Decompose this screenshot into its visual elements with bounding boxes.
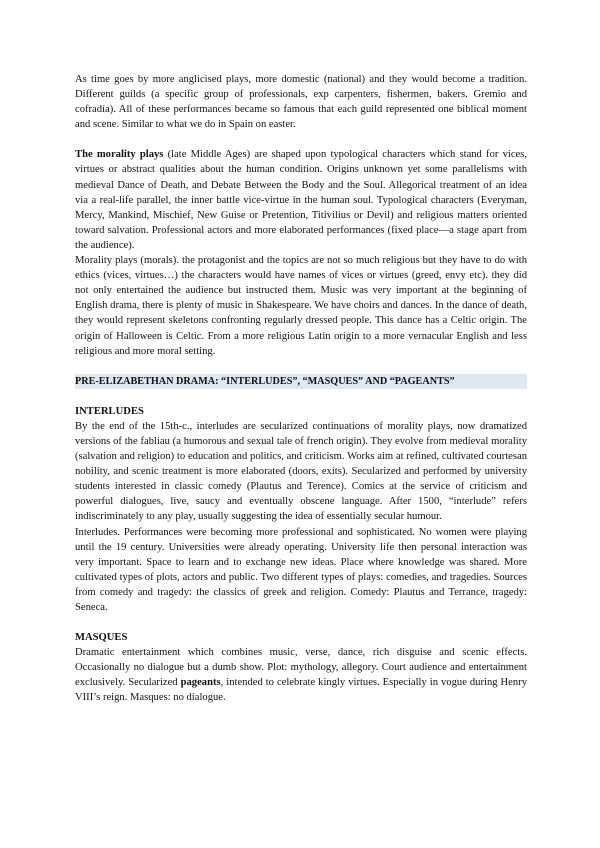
paragraph-guilds: As time goes by more anglicised plays, more domestic (national) and they would become a tradition. Different guilds (a specific group of professionals, exp carpenters, fishermen, bakers. Gremio and cofradía). All of these performances became so famous that each guild represented one biblical moment and scene. Similar to what we do in Spain on easter.	[75, 74, 527, 131]
morality-plays-definition: (late Middle Ages) are shaped upon typological characters which stand for vices, virtues or abstract qualities about the human condition. Origins unknown yet some parallelisms with medieval Dance of Death, and Debate Between the Body and the Soul. Allegorical treatment of an idea via a real-life parallel, the inner battle vice-virtue in the human soul. Typological characters (Everyman, Mercy, Mankind, Mischief, New Guise or Pretention, Titivilius or Devil) and religious matters oriented toward salvation. Professional actors and more elaborated performances (fixed place—a stage apart from the audience).	[75, 149, 528, 251]
masques-text-start: Dramatic entertainment which combines music, verse, dance, rich disguise and scenic effects. Occasionally no dialogue but a dumb show. Plot: mythology, allegory. Court audience and entertainment exclusively. Secularized	[75, 647, 527, 689]
paragraph-interludes: By the end of the 15th-c., interludes are secularized continuations of morality plays, now dramatized versions of the fabliau (a humorous and sexual tale of french origin). They evolve from medieval morality (salvation and religion) to education and politics, and criticism. Works aim at refined, cultivated courtesan nobility, and scenic treatment is more elaborated (doors, exits). Secularized and performed by university students interested in classic comedy (Plautus and Terence). Comics at the service of criticism and powerful dialogues, live, saucy and eventually obscene language. After 1500, “interlude” refers indiscriminately to any play, usually suggesting the idea of essentially secular humour.	[75, 420, 527, 523]
paragraph-morality-plays	[75, 147, 527, 253]
paragraph-morality-notes: Morality plays (morals). the protagonist and the topics are not so much religious but they have to do with ethics (vices, virtues…) the characters would have names of vices or virtues (greed, envy etc). they did not only entertained the audience but instructed them. Music was very important at the beginning of English drama, there is plenty of music in Shakespeare. We have choirs and dances. In the dance of death, they would represent skeletons confronting regularly dressed people. This dance has a Celtic origin. The origin of Halloween is Celtic. From a more religious Latin origin to a more vernacular English and less religious and more moral setting.	[75, 255, 527, 357]
paragraph-masques	[75, 645, 527, 705]
masques-text-end: , intended to celebrate kingly virtues. Especially in vogue during Henry VIII’s reign. Masques: no dialogue.	[75, 677, 527, 704]
section-heading-pre-elizabethan: PRE-ELIZABETHAN DRAMA: “INTERLUDES”, “MASQUES” AND “PAGEANTS”	[75, 374, 527, 389]
heading-interludes: INTERLUDES	[75, 405, 144, 417]
paragraph-interludes-notes: Interludes. Performances were becoming more professional and sophisticated. No women were playing until the 19 century. Universities were already operating. University life then personal interaction was very important. Space to learn and to exchange new ideas. Place where knowledge was shared. More cultivated types of plots, actors and public. Two different types of plays: comedies, and tragedies. Sources from comedy and tragedy: the classics of greek and religion. Comedy: Plautus and Terrance, tragedy: Seneca.	[75, 526, 527, 613]
heading-masques: MASQUES	[75, 632, 128, 644]
pageants-term: pageants	[180, 677, 221, 689]
morality-plays-term: The morality plays	[75, 149, 164, 161]
document-page	[75, 72, 527, 706]
